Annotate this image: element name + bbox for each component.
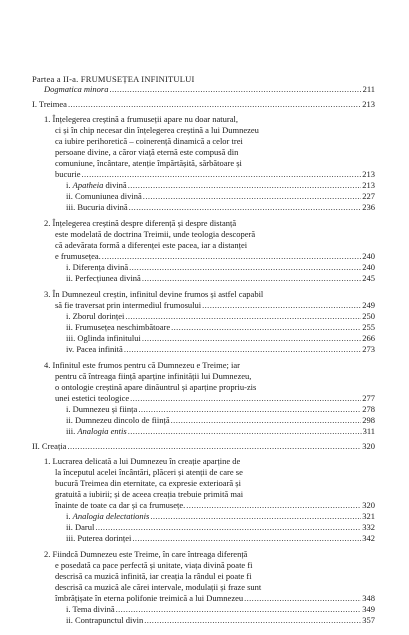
- page-number: 250: [362, 311, 375, 321]
- toc-subentry: [66, 426, 375, 437]
- toc-entry: [55, 593, 375, 604]
- toc-entry: [55, 251, 375, 262]
- page-number: 213: [362, 99, 375, 109]
- toc-entry: [55, 300, 375, 311]
- toc-subentry: [66, 415, 375, 426]
- page-number: 348: [362, 593, 375, 603]
- page-number: 298: [362, 415, 375, 425]
- toc-paragraph-line: ca iubire perihoretică – coinerență dinamică a celor trei: [55, 136, 243, 146]
- entry-title: unei estetici teologice: [55, 393, 130, 403]
- entry-title: ii. Perfecțiunea divină: [66, 273, 141, 283]
- entry-title: Dogmatica minora: [44, 84, 109, 94]
- page-number: 213: [362, 180, 375, 190]
- page-number: 266: [362, 333, 375, 343]
- toc-paragraph-line: la începutul acelei încântări, plăceri și atenții de care se: [55, 467, 243, 477]
- entry-title: ii. Comuniunea divină: [66, 191, 142, 201]
- toc-paragraph-line: pentru că întreaga ființă aparține infinității lui Dumnezeu,: [55, 371, 252, 381]
- page-number: 240: [362, 262, 375, 272]
- leader-dots: [102, 251, 361, 262]
- toc-subentry: [66, 615, 375, 626]
- page-number: 245: [362, 273, 375, 283]
- page-number: 321: [362, 511, 375, 521]
- page-number: 320: [362, 500, 375, 510]
- toc-subentry: [66, 333, 375, 344]
- entry-title: ii. Darul: [66, 522, 95, 532]
- leader-dots: [67, 441, 361, 452]
- toc-subentry: [66, 191, 375, 202]
- leader-dots: [128, 426, 362, 437]
- page-number: 213: [362, 169, 375, 179]
- page-number: 349: [362, 604, 375, 614]
- entry-title: iii. Bucuria divină: [66, 202, 128, 212]
- toc-paragraph-line: că adevărata formă a diferenței este pacea, iar a distanței: [55, 240, 248, 250]
- entry-title: ii. Dumnezeu dincolo de ființă: [66, 415, 170, 425]
- toc-paragraph-line: 4. Infinitul este frumos pentru că Dumnezeu e Treime; iar: [44, 360, 240, 370]
- toc-paragraph-line: 3. În Dumnezeul creștin, infinitul devine frumos și astfel capabil: [44, 289, 264, 299]
- leader-dots: [138, 404, 361, 415]
- entry-title: i. Analogia delectationis: [66, 511, 150, 521]
- toc-paragraph-line: bucură Treimea din eternitate, ca expresie exterioară și: [55, 478, 241, 488]
- toc-subentry: [66, 533, 375, 544]
- toc-subentry: [66, 322, 375, 333]
- entry-title: îmbrățișate în eterna polifonie treimică a lui Dumnezeu: [55, 593, 244, 603]
- entry-title: ii. Frumusețea neschimbătoare: [66, 322, 171, 332]
- toc-subentry: [66, 273, 375, 284]
- toc-entry: [55, 500, 375, 511]
- section-heading: [32, 99, 375, 110]
- part-title: Partea a II-a. FRUMUSEȚEA INFINITULUI: [32, 74, 195, 84]
- leader-dots: [202, 300, 361, 311]
- toc-subentry: [66, 180, 375, 191]
- entry-title: iii. Analogia entis: [66, 426, 127, 436]
- page-number: 357: [362, 615, 375, 625]
- toc-paragraph-line: 2. Înțelegerea creștină despre diferență și despre distanță: [44, 218, 237, 228]
- toc-entry: [44, 84, 375, 95]
- leader-dots: [124, 344, 361, 355]
- toc-subentry: [66, 344, 375, 355]
- toc-paragraph-line: ci și în chip necesar din înțelegerea creștină a lui Dumnezeu: [55, 125, 259, 135]
- leader-dots: [109, 84, 361, 95]
- toc-paragraph-line: gratuită a iubirii; și de aceea creația trebuie primită mai: [55, 489, 244, 499]
- page-number: 273: [362, 344, 375, 354]
- page-number: 332: [362, 522, 375, 532]
- page-number: 278: [362, 404, 375, 414]
- section-heading: [32, 441, 375, 452]
- leader-dots: [143, 191, 361, 202]
- entry-title: să fie traversat prin intermediul frumosului: [55, 300, 202, 310]
- toc-paragraph-line: 2. Fiindcă Dumnezeu este Treime, în care întreaga diferență: [44, 549, 248, 559]
- page-number: 311: [362, 426, 375, 436]
- toc-entry: [55, 393, 375, 404]
- entry-title: înainte de toate ca dar și ca frumusețe.: [55, 500, 186, 510]
- leader-dots: [144, 615, 361, 626]
- entry-title: i. Dumnezeu și ființa: [66, 404, 138, 414]
- leader-dots: [125, 311, 361, 322]
- leader-dots: [244, 593, 361, 604]
- leader-dots: [150, 511, 361, 522]
- entry-title: iii. Puterea dorinței: [66, 533, 132, 543]
- entry-title: i. Zborul dorinței: [66, 311, 125, 321]
- page-number: 277: [362, 393, 375, 403]
- toc-paragraph-line: 1. Lucrarea delicată a lui Dumnezeu în creație aparține de: [44, 456, 241, 466]
- entry-title: i. Diferența divină: [66, 262, 129, 272]
- entry-title: iii. Oglinda infinitului: [66, 333, 141, 343]
- leader-dots: [116, 604, 362, 615]
- leader-dots: [68, 99, 361, 110]
- leader-dots: [142, 333, 361, 344]
- toc-paragraph-line: comuniune, încântare, atenție împărtășită, sărbătoare și: [55, 158, 242, 168]
- entry-title: bucurie: [55, 169, 81, 179]
- toc-subentry: [66, 604, 375, 615]
- leader-dots: [129, 202, 362, 213]
- entry-title: i. Tema divină: [66, 604, 115, 614]
- page-number: 227: [362, 191, 375, 201]
- toc-subentry: [66, 511, 375, 522]
- entry-title: i. Apatheia divină: [66, 180, 127, 190]
- toc-subentry: [66, 404, 375, 415]
- entry-title: iv. Pacea infinită: [66, 344, 123, 354]
- toc-subentry: [66, 262, 375, 273]
- toc-subentry: [66, 202, 375, 213]
- leader-dots: [132, 533, 361, 544]
- page-number: 240: [362, 251, 375, 261]
- toc-paragraph-line: descrisă ca muzică ale cărei intervale, modulații și fraze sunt: [55, 582, 262, 592]
- toc-entry: [55, 169, 375, 180]
- leader-dots: [130, 393, 361, 404]
- toc-paragraph-line: e posedată ca pace perfectă și unitate, viața divină poate fi: [55, 560, 253, 570]
- leader-dots: [82, 169, 362, 180]
- leader-dots: [129, 262, 361, 273]
- toc-paragraph-line: este modelată de doctrina Treimii, unde teologia descoperă: [55, 229, 256, 239]
- leader-dots: [128, 180, 362, 191]
- toc-paragraph-line: o ontologie creștină apare dinăuntrul și aparține propriu-zis: [55, 382, 257, 392]
- toc-paragraph-line: 1. Înțelegerea creștină a frumuseții apare nu doar natural,: [44, 114, 238, 124]
- leader-dots: [171, 322, 361, 333]
- toc-paragraph-line: persoane divine, a căror viață eternă este compusă din: [55, 147, 239, 157]
- page-number: 255: [362, 322, 375, 332]
- leader-dots: [171, 415, 362, 426]
- entry-title: e frumusețea.: [55, 251, 101, 261]
- page-number: 211: [362, 84, 375, 94]
- toc-paragraph-line: descrisă ca muzică infinită, iar creația la rândul ei poate fi: [55, 571, 252, 581]
- page-number: 320: [362, 441, 375, 451]
- page-number: 342: [362, 533, 375, 543]
- leader-dots: [95, 522, 361, 533]
- section-title: I. Treimea: [32, 99, 67, 109]
- section-title: II. Creația: [32, 441, 67, 451]
- leader-dots: [142, 273, 361, 284]
- toc-subentry: [66, 311, 375, 322]
- entry-title: ii. Contrapunctul divin: [66, 615, 144, 625]
- page-number: 236: [362, 202, 375, 212]
- leader-dots: [186, 500, 361, 511]
- page-number: 249: [362, 300, 375, 310]
- toc-subentry: [66, 522, 375, 533]
